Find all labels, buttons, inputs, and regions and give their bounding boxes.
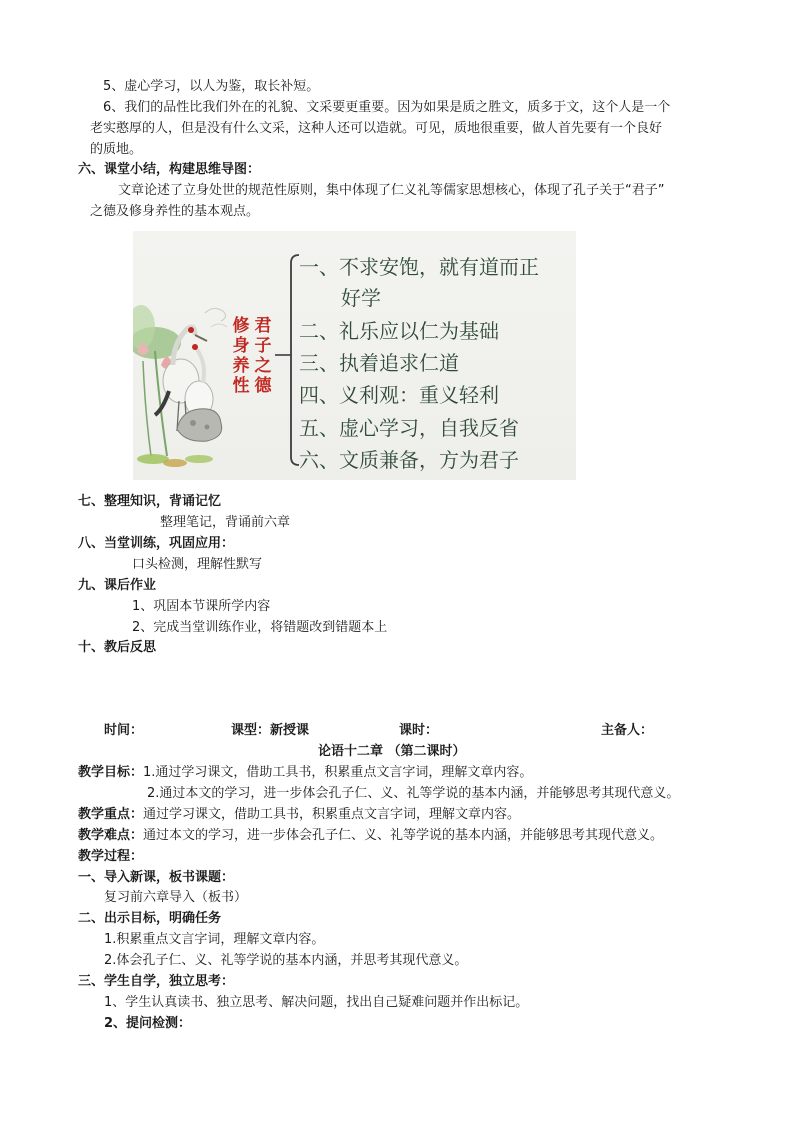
section-heading: 九、课后作业 [78,578,157,593]
header-period: 课时： [399,723,439,738]
section-heading: 二、出示目标，明确任务 [78,911,222,926]
list-item: 1、巩固本节课所学内容 [132,599,271,614]
header-preparer: 主备人： [601,723,654,738]
text-line: 5、虚心学习，以人为鉴，取长补短。 [103,79,320,94]
header-type: 课型：新授课 [231,723,310,738]
paragraph: 文章论述了立身处世的规范性原则，集中体现了仁义礼等儒家思想核心，体现了孔子关于“君子” [118,183,665,198]
text-line: 6、我们的品性比我们外在的礼貌、文采要更重要。因为如果是质之胜文，质多于文，这个人是一个 [103,100,671,115]
mind-map-item: 三、执着追求仁道 [299,351,459,375]
mind-map-item: 四、义利观：重义轻利 [299,383,499,407]
goals-label: 教学目标： [78,765,144,780]
mind-map-image [133,231,576,480]
mind-map-item: 好学 [341,286,381,310]
paragraph: 口头检测，理解性默写 [132,557,263,572]
mind-map-item: 一、不求安饱，就有道而正 [299,255,539,279]
list-item: 2、完成当堂训练作业，将错题改到错题本上 [132,620,388,635]
goal-1: 1.通过学习课文，借助工具书，积累重点文言字词，理解文章内容。 [143,765,533,780]
difficulty-text: 通过本文的学习，进一步体会孔子仁、义、礼等学说的基本内涵，并能够思考其现代意义。 [143,828,664,843]
text-line: 老实憨厚的人，但是没有什么文采，这种人还可以造就。可见，质地很重要，做人首先要有一个良好 [90,121,663,136]
vertical-label-xiushen: 修身养性 [232,316,250,396]
difficulty-label: 教学难点： [78,828,144,843]
header-time: 时间： [104,723,144,738]
section-heading: 七、整理知识，背诵记忆 [78,494,222,509]
section-heading: 十、教后反思 [78,640,157,655]
mind-map-item: 五、虚心学习，自我反省 [299,416,519,440]
section-heading: 六、课堂小结，构建思维导图： [78,162,261,177]
mind-map-item: 二、礼乐应以仁为基础 [299,319,499,343]
key-point-label: 教学重点： [78,807,144,822]
key-point-row [78,806,520,824]
process-label: 教学过程： [78,849,144,864]
list-item: 2、提问检测： [104,1016,192,1031]
paragraph: 整理笔记，背诵前六章 [160,515,291,530]
goal-2: 2.通过本文的学习，进一步体会孔子仁、义、礼等学说的基本内涵，并能够思考其现代意义。 [147,786,680,801]
difficulty-row [78,827,663,845]
section-heading: 一、导入新课，板书课题： [78,870,235,885]
list-item: 1.积累重点文言字词，理解文章内容。 [104,932,325,947]
list-item: 1、学生认真读书、独立思考、解决问题，找出自己疑难问题并作出标记。 [104,995,529,1010]
section-heading: 三、学生自学，独立思考： [78,974,235,989]
paragraph: 之德及修身养性的基本观点。 [90,204,260,219]
paragraph: 复习前六章导入（板书） [104,890,248,905]
key-point-text: 通过学习课文，借助工具书，积累重点文言字词，理解文章内容。 [143,807,521,822]
section-heading: 八、当堂训练，巩固应用： [78,536,235,551]
list-item: 2.体会孔子仁、义、礼等学说的基本内涵，并思考其现代意义。 [104,953,468,968]
vertical-label-junzi: 君子之德 [254,316,272,396]
text-line: 的质地。 [90,142,143,157]
lesson-title: 论语十二章 （第二课时） [318,744,466,759]
goals-row [78,764,532,782]
mind-map-item: 六、文质兼备，方为君子 [299,448,519,472]
